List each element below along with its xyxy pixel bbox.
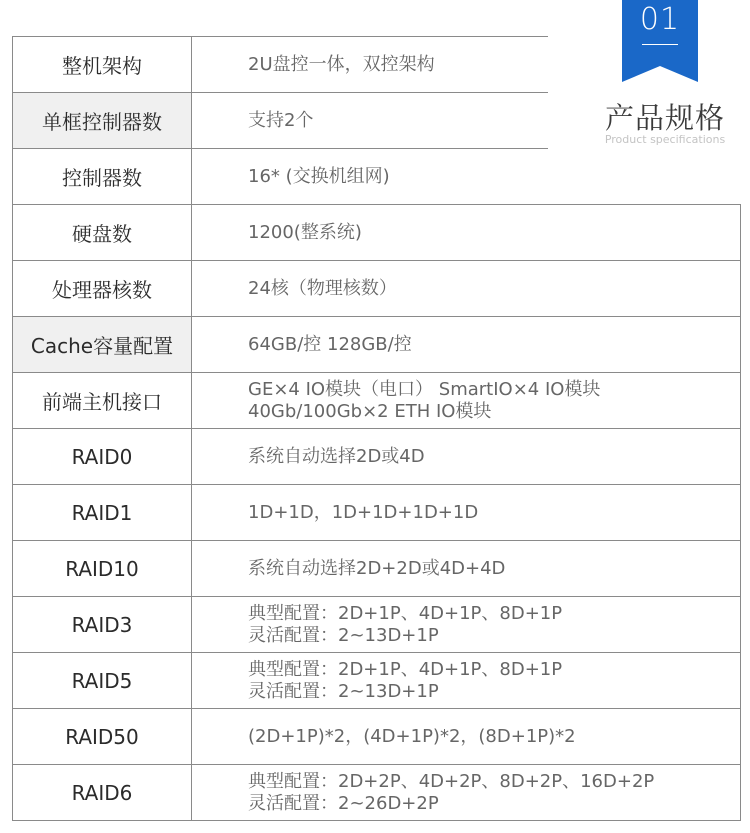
badge-divider	[642, 44, 678, 45]
spec-row	[13, 653, 741, 709]
spec-row	[13, 709, 741, 765]
spec-value-line: 1200(整系统)	[248, 221, 362, 243]
spec-row	[13, 317, 741, 373]
section-subtitle: Product specifications	[604, 133, 726, 146]
spec-label: RAID10	[13, 541, 192, 597]
spec-value-line: GE×4 IO模块（电口） SmartIO×4 IO模块	[248, 378, 601, 400]
spec-value-line: 40Gb/100Gb×2 ETH IO模块	[248, 400, 492, 422]
spec-table-body	[13, 37, 741, 821]
spec-value	[192, 317, 741, 373]
spec-label: 前端主机接口	[13, 373, 192, 429]
spec-label: 单框控制器数	[13, 93, 192, 149]
spec-label: Cache容量配置	[13, 317, 192, 373]
spec-value-line: 系统自动选择2D或4D	[248, 445, 425, 467]
spec-row	[13, 205, 741, 261]
section-number: 01	[639, 2, 681, 37]
spec-value	[192, 597, 741, 653]
spec-value-line: (2D+1P)*2，(4D+1P)*2，(8D+1P)*2	[248, 725, 576, 747]
spec-value-line: 1D+1D，1D+1D+1D+1D	[248, 501, 479, 523]
spec-label: 硬盘数	[13, 205, 192, 261]
spec-label: 控制器数	[13, 149, 192, 205]
spec-row	[13, 765, 741, 821]
spec-label: 处理器核数	[13, 261, 192, 317]
spec-value	[192, 429, 741, 485]
spec-value	[192, 205, 741, 261]
spec-value-line: 典型配置：2D+1P、4D+1P、8D+1P	[248, 658, 563, 680]
spec-value-line: 支持2个	[248, 109, 314, 131]
spec-value	[192, 485, 741, 541]
spec-label: RAID6	[13, 765, 192, 821]
spec-value-line: 24核（物理核数）	[248, 277, 397, 299]
spec-value-line: 灵活配置：2~13D+1P	[248, 624, 439, 646]
spec-value-line: 64GB/控 128GB/控	[248, 333, 412, 355]
spec-value-line: 系统自动选择2D+2D或4D+4D	[248, 557, 506, 579]
spec-row	[13, 149, 741, 205]
spec-label: RAID0	[13, 429, 192, 485]
spec-row	[13, 541, 741, 597]
spec-value	[192, 149, 741, 205]
spec-row	[13, 429, 741, 485]
spec-value-line: 灵活配置：2~26D+2P	[248, 792, 439, 814]
spec-label: RAID50	[13, 709, 192, 765]
spec-value-line: 2U盘控一体，双控架构	[248, 53, 435, 75]
spec-value-line: 16* (交换机组网)	[248, 165, 390, 187]
spec-value	[192, 653, 741, 709]
spec-row	[13, 373, 741, 429]
spec-row	[13, 261, 741, 317]
spec-value-line: 典型配置：2D+2P、4D+2P、8D+2P、16D+2P	[248, 770, 655, 792]
spec-value	[192, 709, 741, 765]
spec-label: RAID3	[13, 597, 192, 653]
spec-row	[13, 597, 741, 653]
spec-row	[13, 485, 741, 541]
spec-value-line: 灵活配置：2~13D+1P	[248, 680, 439, 702]
spec-label: RAID1	[13, 485, 192, 541]
spec-value-line: 典型配置：2D+1P、4D+1P、8D+1P	[248, 602, 563, 624]
spec-table	[12, 36, 741, 821]
spec-label: 整机架构	[13, 37, 192, 93]
section-title: 产品规格	[604, 101, 725, 135]
spec-value	[192, 765, 741, 821]
spec-label: RAID5	[13, 653, 192, 709]
spec-value	[192, 541, 741, 597]
spec-value	[192, 261, 741, 317]
spec-value	[192, 373, 741, 429]
